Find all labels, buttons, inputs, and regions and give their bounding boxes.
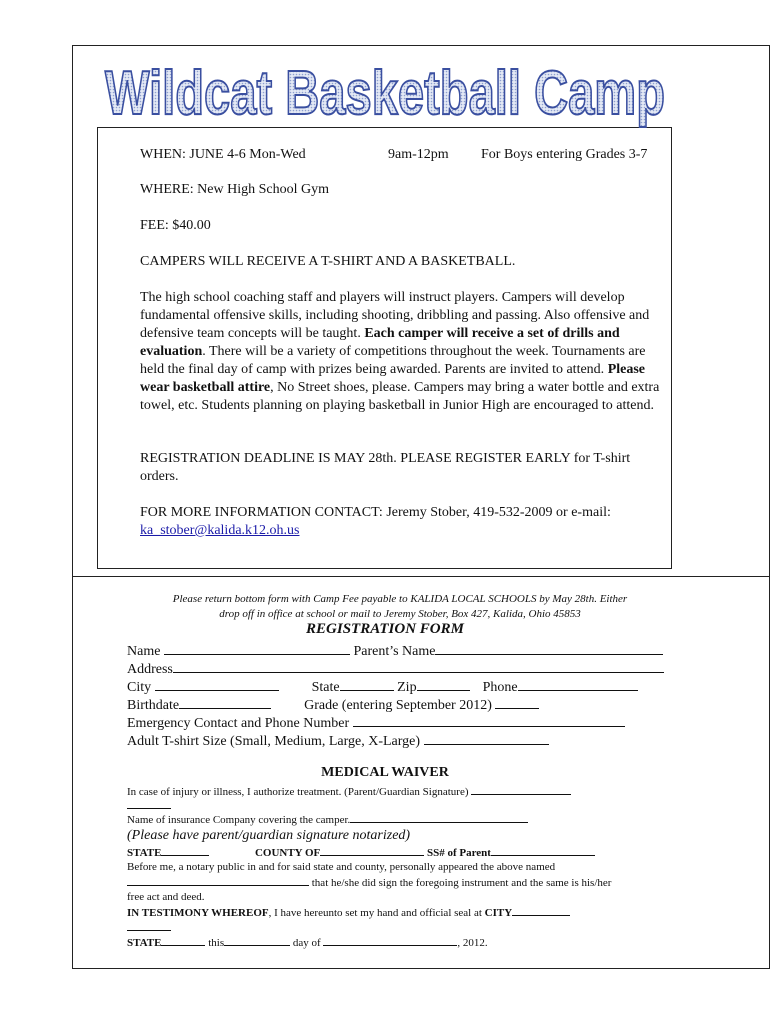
phone-label: Phone: [482, 680, 518, 695]
return-note-1: Please return bottom form with Camp Fee payable to KALIDA LOCAL SCHOOLS by May 28th. Either: [172, 593, 628, 605]
county-label: COUNTY OF: [254, 847, 321, 859]
city-continuation: [127, 920, 171, 935]
grade-label: Grade (entering September 2012): [304, 698, 492, 713]
ss-label: SS# of Parent: [427, 847, 491, 859]
date-row: [127, 935, 488, 950]
email-link[interactable]: ka_stober@kalida.k12.oh.us: [140, 523, 300, 538]
injury-row: [127, 784, 571, 799]
zip-label: Zip: [397, 680, 417, 695]
city-label: CITY: [484, 907, 513, 919]
notary-header-row: [127, 845, 595, 860]
insurance-field[interactable]: [350, 812, 528, 823]
before-text: Before me, a notary public in and for said state and county, personally appeared the above named: [127, 861, 556, 873]
when-text: WHEN: JUNE 4-6 Mon-Wed: [140, 147, 306, 162]
parent-name-field[interactable]: [435, 640, 663, 655]
medical-waiver-title: MEDICAL WAIVER: [321, 765, 449, 780]
where-text: WHERE: New High School Gym: [140, 182, 329, 197]
that-text: that he/she did sign the foregoing instrument and the same is his/her: [311, 877, 612, 889]
testimony-city-field[interactable]: [512, 905, 570, 916]
state-label: STATE: [127, 847, 162, 859]
date-state-field[interactable]: [161, 935, 205, 946]
campers-text: CAMPERS WILL RECEIVE A T-SHIRT AND A BASKETBALL.: [140, 254, 516, 269]
birthdate-label: Birthdate: [127, 698, 180, 713]
testimony-city-field-2[interactable]: [127, 920, 171, 931]
parent-name-label: Parent’s Name: [353, 644, 436, 659]
grades-text: For Boys entering Grades 3-7: [481, 147, 648, 162]
appeared-name-field[interactable]: [127, 875, 309, 886]
county-field[interactable]: [320, 845, 424, 856]
fee-text: FEE: $40.00: [140, 218, 211, 233]
deadline-text: REGISTRATION DEADLINE IS MAY 28th. PLEASE REGISTER EARLY for T-shirt orders.: [140, 451, 631, 484]
ss-field[interactable]: [491, 845, 595, 856]
phone-field[interactable]: [518, 676, 638, 691]
this-field[interactable]: [224, 935, 290, 946]
tear-line: [72, 576, 770, 577]
state-label: State: [311, 680, 340, 695]
day-of-field[interactable]: [323, 935, 457, 946]
city-label: City: [127, 680, 152, 695]
emergency-field[interactable]: [353, 712, 625, 727]
notarized-note: (Please have parent/guardian signature notarized): [127, 828, 411, 843]
testimony-bold: IN TESTIMONY WHEREOF: [127, 907, 269, 919]
testimony-row: [127, 905, 570, 920]
zip-field[interactable]: [417, 676, 470, 691]
title-text: Wildcat Basketball Camp: [105, 59, 665, 128]
injury-text: In case of injury or illness, I authorize treatment. (Parent/Guardian Signature): [127, 786, 469, 798]
this-label: this: [208, 937, 225, 949]
signature-continuation: [127, 798, 171, 813]
contact-text: FOR MORE INFORMATION CONTACT: Jeremy Stober, 419-532-2009 or e-mail:: [140, 505, 611, 520]
birthdate-field[interactable]: [179, 694, 271, 709]
city-field[interactable]: [155, 676, 279, 691]
state-field[interactable]: [340, 676, 394, 691]
insurance-label: Name of insurance Company covering the camper.: [127, 814, 351, 826]
camp-title: [100, 52, 670, 142]
tshirt-label: Adult T-shirt Size (Small, Medium, Large, X-Large): [127, 734, 421, 749]
name-label: Name: [127, 644, 161, 659]
registration-form-title: REGISTRATION FORM: [306, 621, 464, 637]
guardian-signature-field[interactable]: [471, 784, 571, 795]
tshirt-row: [127, 730, 549, 751]
testimony-text: , I have hereunto set my hand and official seal at: [268, 907, 485, 919]
free-act-text: free act and deed.: [127, 891, 205, 903]
appeared-row: [127, 875, 611, 890]
insurance-row: [127, 812, 528, 827]
name-field[interactable]: [164, 640, 350, 655]
emergency-label: Emergency Contact and Phone Number: [127, 716, 350, 731]
year-text: , 2012.: [457, 937, 488, 949]
time-text: 9am-12pm: [388, 147, 449, 162]
state2-label: STATE: [127, 937, 162, 949]
address-label: Address: [127, 662, 173, 677]
guardian-signature-field-2[interactable]: [127, 798, 171, 809]
address-field[interactable]: [173, 658, 664, 673]
day-of-label: day of: [292, 937, 321, 949]
description-paragraph: The high school coaching staff and players will instruct players. Campers will develop fundamental offensive skills, including shooting, dribbling and passing. Also offensive and defensive team concepts will be taught. Each camper will receive a set of drills and evaluation. There will be a variety of competitions throughout the week. Tournaments are held the final day of camp with prizes being awarded. Parents are invited to attend. Please wear basketball attire, No Street shoes, please. Campers may bring a water bottle and extra towel, etc. Students planning on playing basketball in Junior High are encouraged to attend.: [140, 290, 660, 413]
grade-field[interactable]: [495, 694, 539, 709]
tshirt-field[interactable]: [424, 730, 549, 745]
notary-state-field[interactable]: [161, 845, 209, 856]
return-note-2: drop off in office at school or mail to Jeremy Stober, Box 427, Kalida, Ohio 45853: [219, 608, 581, 620]
